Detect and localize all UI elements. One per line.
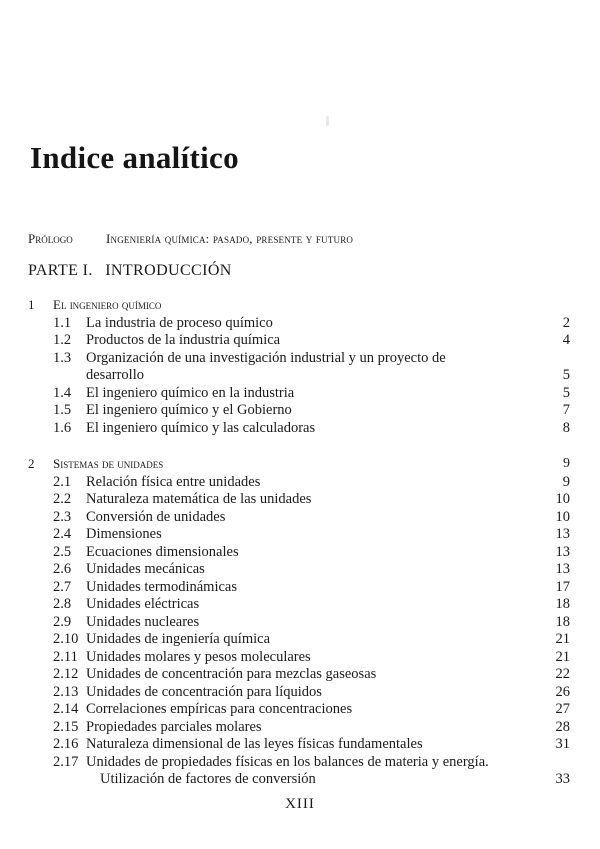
toc-entry [28,754,570,789]
toc-entry [28,719,570,737]
section-number: 1.3 [53,349,72,366]
section-title: Productos de la industria química [86,332,281,348]
toc-entry [28,420,570,438]
section-page: 13 [555,561,570,577]
toc-entry [28,666,570,684]
toc-entry [28,736,570,754]
section-title: Unidades eléctricas [86,596,200,612]
section-title: Unidades termodinámicas [86,578,237,595]
section-number: 2.2 [53,491,72,507]
section-title: Naturaleza matemática de las unidades [86,491,312,507]
section-number: 1.4 [53,384,72,401]
section-title: Ecuaciones dimensionales [86,543,239,560]
toc-entry [28,402,570,420]
chapter-heading [28,456,570,474]
section-title: El ingeniero químico y las calculadoras [86,419,316,436]
section-page: 17 [555,578,570,595]
section-number: 2.9 [53,613,72,630]
toc-entry [28,474,570,492]
section-number: 2.16 [53,736,79,752]
section-number: 2.7 [53,578,72,595]
section-page: 22 [555,666,570,682]
toc-entry [28,631,570,649]
chapter-title: Sistemas de unidades [53,456,164,471]
section-title: Correlaciones empíricas para concentraciones [86,701,353,717]
chapter-2 [28,456,570,789]
section-number: 2.4 [53,526,72,542]
section-page: 18 [555,613,570,630]
section-title: Unidades de propiedades físicas en los balances de materia y energía. [86,753,489,770]
section-page: 5 [562,367,570,383]
chapter-title: El ingeniero químico [53,297,162,312]
page-title: Indice analítico [30,140,239,175]
section-page: 31 [555,736,570,752]
section-title: Unidades nucleares [86,613,200,630]
section-title: Unidades de concentración para líquidos [86,683,322,700]
section-title: Propiedades parciales molares [86,718,262,735]
section-number: 2.14 [53,701,79,717]
section-number: 2.1 [53,473,72,490]
section-title: Relación física entre unidades [86,473,261,490]
section-page: 21 [555,631,570,647]
section-page: 10 [555,508,570,525]
section-page: 18 [555,596,570,612]
toc-entry [28,579,570,597]
section-number: 2.12 [53,666,79,682]
section-number: 2.5 [53,543,72,560]
section-page: 13 [555,543,570,560]
scan-speck [326,116,329,126]
prologue-label: Prólogo [28,231,73,246]
toc-entry [28,544,570,562]
section-title: Unidades mecánicas [86,561,205,577]
section-page: 21 [555,648,570,665]
toc-entry [28,509,570,527]
chapter-number: 1 [28,297,35,312]
toc-entry [28,385,570,403]
section-number: 2.6 [53,561,72,577]
section-page: 5 [562,384,570,401]
section-page: 13 [555,526,570,542]
toc-entry [28,596,570,614]
toc-entry [28,614,570,632]
chapter-1 [28,297,570,437]
section-title: La industria de proceso químico [86,314,273,331]
section-page: 4 [562,332,570,348]
section-number: 1.2 [53,332,72,348]
section-title: Organización de una investigación industrial y un proyecto de [86,349,446,366]
section-page: 26 [555,683,570,700]
section-page: 8 [562,419,570,436]
section-title: Dimensiones [86,526,162,542]
section-page: 10 [555,491,570,507]
section-title: Unidades de ingeniería química [86,631,271,647]
toc-entry [28,350,570,385]
section-page: 2 [562,314,570,331]
section-number: 2.3 [53,508,72,525]
section-number: 1.5 [53,402,72,418]
page-number: XIII [285,796,315,812]
chapter-number: 2 [28,456,35,471]
toc-entry [28,649,570,667]
section-title: El ingeniero químico y el Gobierno [86,402,292,418]
section-number: 1.1 [53,314,72,331]
toc-entry [28,561,570,579]
section-title: Unidades de concentración para mezclas gaseosas [86,666,377,682]
toc-entry [28,315,570,333]
section-page: 33 [555,771,570,787]
section-number: 2.8 [53,596,72,612]
part-title: INTRODUCCIÓN [105,262,232,279]
toc-entry [28,526,570,544]
toc-entry [28,701,570,719]
section-number: 2.11 [53,648,78,665]
section-page: 9 [562,473,570,490]
toc-entry [28,491,570,509]
part-number: PARTE I. [28,262,93,279]
chapter-page: 9 [563,456,570,471]
section-page: 28 [555,718,570,735]
section-number: 2.17 [53,753,79,770]
prologue-title: Ingeniería química: pasado, presente y futuro [106,231,354,246]
section-title: Unidades molares y pesos moleculares [86,648,311,665]
section-number: 1.6 [53,419,72,436]
prologue-entry [28,231,353,247]
section-title-continued: Utilización de factores de conversión [100,771,316,787]
section-title: Conversión de unidades [86,508,226,525]
section-title-continued: desarrollo [86,367,144,383]
toc-entry [28,684,570,702]
section-number: 2.13 [53,683,79,700]
part-heading [28,262,232,280]
section-number: 2.15 [53,718,79,735]
section-page: 7 [562,402,570,418]
section-number: 2.10 [53,631,79,647]
chapter-heading [28,297,570,315]
section-page: 27 [555,701,570,717]
toc-entry [28,332,570,350]
section-title: Naturaleza dimensional de las leyes físicas fundamentales [86,736,423,752]
section-title: El ingeniero químico en la industria [86,384,295,401]
